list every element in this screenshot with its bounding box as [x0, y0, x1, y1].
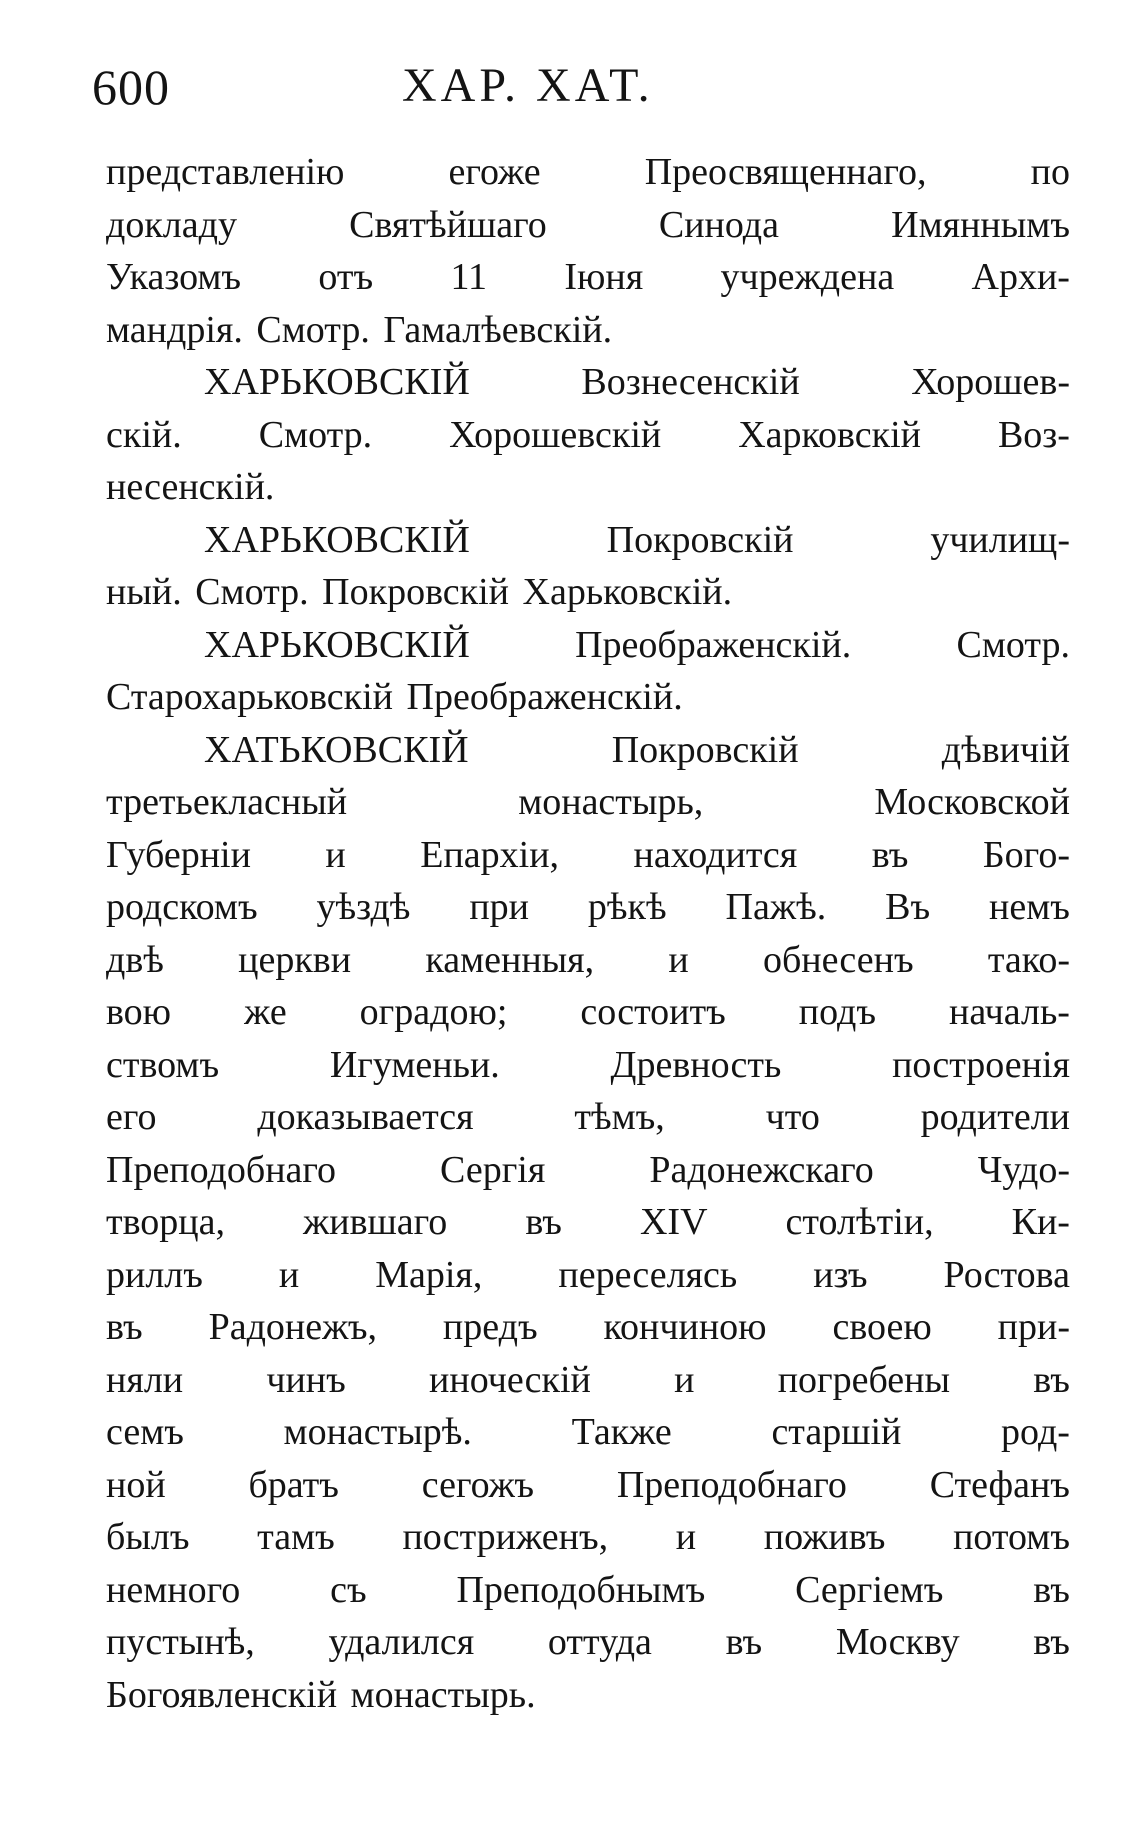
page-header: [92, 58, 1092, 128]
text-line: былъ тамъ постриженъ, и поживъ потомъ: [106, 1516, 1070, 1558]
text-line: няли чинъ иноческій и погребены въ: [106, 1358, 1070, 1401]
text-line: Преподобнаго Сергія Радонежскаго Чудо-: [106, 1148, 1070, 1191]
text-line: ствомъ Игуменьи. Древность построенія: [106, 1043, 1070, 1086]
text-line: его доказывается тѣмъ, что родители: [106, 1096, 1070, 1138]
text-line: риллъ и Марія, переселясь изъ Ростова: [106, 1253, 1070, 1296]
text-line: родскомъ уѣздѣ при рѣкѣ Пажѣ. Въ немъ: [106, 886, 1070, 928]
text-line: пустынѣ, удалился оттуда въ Москву въ: [106, 1621, 1070, 1663]
text-line: представленію егоже Преосвященнаго, по: [106, 151, 1070, 193]
text-line: творца, жившаго въ XIV столѣтіи, Ки-: [106, 1201, 1070, 1243]
entry-kharkovsky-pokrovsky: ХАРЬКОВСКІЙ Покровскій училищ-: [204, 518, 1070, 561]
text-line: немного съ Преподобнымъ Сергіемъ въ: [106, 1568, 1070, 1611]
text-line: несенскій.: [106, 466, 275, 508]
text-line: двѣ церкви каменныя, и обнесенъ тако-: [106, 938, 1070, 981]
text-line: въ Радонежъ, предъ кончиною своею при-: [106, 1306, 1070, 1348]
text-line: ной братъ сегожъ Преподобнаго Стефанъ: [106, 1463, 1070, 1506]
entry-khatkovsky-pokrovsky: ХАТЬКОВСКІЙ Покровскій дѣвичій: [204, 728, 1070, 771]
text-line: Указомъ отъ 11 Іюня учреждена Архи-: [106, 256, 1070, 298]
text-line: Губерніи и Епархіи, находится въ Бого-: [106, 833, 1070, 876]
text-line: Старохарьковскій Преображенскій.: [106, 676, 683, 718]
entry-kharkovsky-preobrazhensky: ХАРЬКОВСКІЙ Преображенскій. Смотр.: [204, 623, 1070, 666]
body-text: [106, 146, 1070, 1721]
entry-kharkovsky-voznesensky: ХАРЬКОВСКІЙ Вознесенскій Хорошев-: [204, 361, 1070, 403]
text-line: третьекласный монастырь, Московской: [106, 781, 1070, 823]
text-line: ный. Смотр. Покровскій Харьковскій.: [106, 571, 733, 613]
text-line: скій. Смотр. Хорошевскій Харковскій Воз-: [106, 413, 1070, 456]
text-line: докладу Святѣйшаго Синода Имяннымъ: [106, 203, 1070, 246]
running-head: ХАР. ХАТ.: [402, 59, 654, 112]
text-line: семъ монастырѣ. Также старшій род-: [106, 1411, 1070, 1453]
text-line: мандрія. Смотр. Гамалѣевскій.: [106, 308, 613, 351]
text-line: Богоявленскій монастырь.: [106, 1673, 536, 1716]
text-line: вою же оградою; состоитъ подъ началь-: [106, 991, 1070, 1033]
page-number: 600: [92, 59, 170, 115]
